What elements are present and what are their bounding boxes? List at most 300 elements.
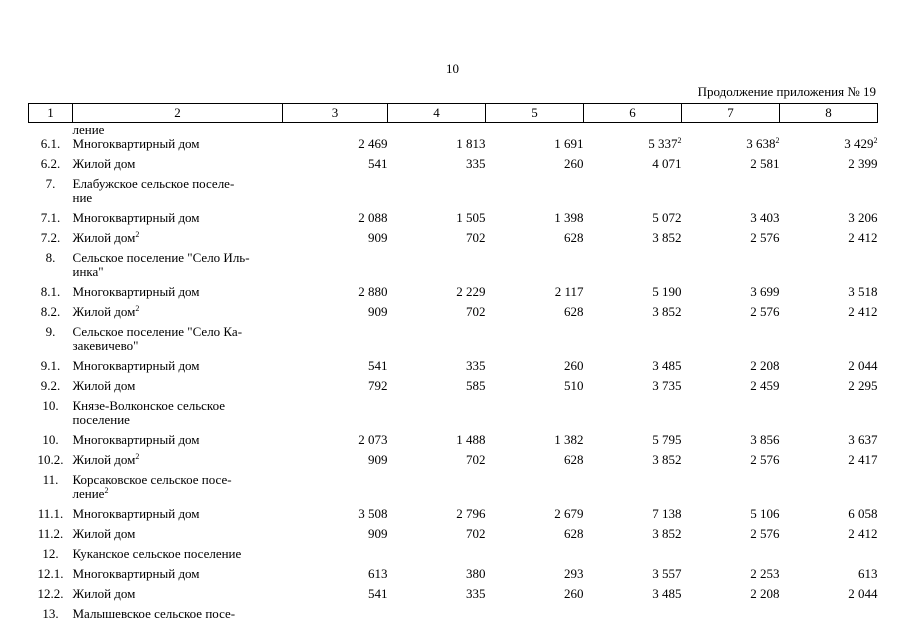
value-cell-col3 <box>283 157 388 177</box>
value-cell-col7 <box>682 157 780 177</box>
row-name-text: Многоквартирный дом <box>72 210 200 225</box>
value-cell-col5 <box>486 379 584 399</box>
value-text: 2 229 <box>456 284 486 299</box>
value-text: 3 735 <box>652 378 682 393</box>
value-cell-col7 <box>682 567 780 587</box>
value-cell-col8 <box>780 527 878 547</box>
value-cell-col6 <box>584 399 682 433</box>
value-cell-col4 <box>388 231 486 251</box>
settlement-row <box>29 473 878 507</box>
value-text: 3 518 <box>848 284 878 299</box>
value-cell-col6 <box>584 547 682 567</box>
value-text: 3 206 <box>848 210 878 225</box>
value-text: 628 <box>564 526 584 541</box>
row-name <box>73 527 283 547</box>
value-text: 1 488 <box>456 432 486 447</box>
value-text: 1 382 <box>554 432 584 447</box>
value-cell-col8 <box>780 211 878 231</box>
row-name <box>73 137 283 157</box>
value-cell-col8 <box>780 399 878 433</box>
value-cell-col4 <box>388 527 486 547</box>
value-cell-col4 <box>388 567 486 587</box>
value-text: 585 <box>466 378 486 393</box>
value-cell-col6 <box>584 359 682 379</box>
row-name-text: Многоквартирный дом <box>72 136 200 151</box>
value-text: 3 557 <box>652 566 682 581</box>
value-cell-col7 <box>682 359 780 379</box>
value-cell-col7 <box>682 305 780 325</box>
value-cell-col7 <box>682 123 780 138</box>
value-cell-col6 <box>584 607 682 627</box>
row-number: 10. <box>42 432 59 447</box>
table-row <box>29 359 878 379</box>
value-text: 628 <box>564 230 584 245</box>
column-header: 4 <box>388 104 486 123</box>
value-cell-col6 <box>584 177 682 211</box>
value-cell-col3 <box>283 211 388 231</box>
value-cell-col8 <box>780 123 878 138</box>
value-text: 335 <box>466 358 486 373</box>
value-cell-col7 <box>682 379 780 399</box>
value-text: 5 190 <box>652 284 682 299</box>
column-number-header <box>29 104 878 123</box>
value-cell-col3 <box>283 285 388 305</box>
value-cell-col3 <box>283 433 388 453</box>
value-cell-col4 <box>388 251 486 285</box>
value-text: 1 505 <box>456 210 486 225</box>
value-cell-col3 <box>283 123 388 138</box>
value-text: 5 795 <box>652 432 682 447</box>
table-row <box>29 607 878 627</box>
row-number: 9.1. <box>40 358 61 373</box>
row-name-text: Жилой дом <box>72 452 136 467</box>
value-cell-col6 <box>584 157 682 177</box>
value-text: 3 429 <box>844 136 874 151</box>
value-cell-col3 <box>283 231 388 251</box>
value-cell-col6 <box>584 379 682 399</box>
value-cell-col3 <box>283 137 388 157</box>
row-name-text: Жилой дом <box>72 378 136 393</box>
value-text: 541 <box>368 156 388 171</box>
table-row <box>29 231 878 251</box>
page-number: 10 <box>446 61 459 76</box>
row-name <box>73 305 283 325</box>
value-cell-col8 <box>780 567 878 587</box>
row-number: 8. <box>45 250 56 265</box>
value-cell-col8 <box>780 285 878 305</box>
table-row <box>29 527 878 547</box>
value-cell-col5 <box>486 137 584 157</box>
value-text: 3 508 <box>358 506 388 521</box>
value-text: 3 403 <box>750 210 780 225</box>
row-number: 12.2. <box>37 586 64 601</box>
value-text: 7 138 <box>652 506 682 521</box>
table-row <box>29 567 878 587</box>
value-text: 260 <box>564 586 584 601</box>
value-text: 702 <box>466 526 486 541</box>
value-text: 510 <box>564 378 584 393</box>
value-text: 1 398 <box>554 210 584 225</box>
value-cell-col7 <box>682 251 780 285</box>
value-cell-col3 <box>283 177 388 211</box>
value-text: 2 679 <box>554 506 584 521</box>
row-name <box>73 325 283 359</box>
value-cell-col4 <box>388 137 486 157</box>
value-text: 3 852 <box>652 526 682 541</box>
table-row <box>29 123 878 138</box>
footnote-mark: 2 <box>677 136 682 145</box>
row-name <box>73 379 283 399</box>
value-text: 293 <box>564 566 584 581</box>
row-number: 10. <box>42 398 59 413</box>
value-cell-col6 <box>584 507 682 527</box>
value-text: 702 <box>466 452 486 467</box>
value-cell-col8 <box>780 507 878 527</box>
value-cell-col5 <box>486 453 584 473</box>
value-cell-col4 <box>388 399 486 433</box>
value-cell-col4 <box>388 607 486 627</box>
value-cell-col4 <box>388 379 486 399</box>
row-name-text: Многоквартирный дом <box>72 284 200 299</box>
row-name <box>73 231 283 251</box>
value-cell-col5 <box>486 473 584 507</box>
value-cell-col3 <box>283 379 388 399</box>
row-number: 12. <box>42 546 59 561</box>
settlement-row <box>29 399 878 433</box>
row-number: 7.2. <box>40 230 61 245</box>
value-text: 2 880 <box>358 284 388 299</box>
row-name <box>73 453 283 473</box>
row-number <box>29 123 73 138</box>
row-number: 9. <box>45 324 56 339</box>
value-cell-col7 <box>682 211 780 231</box>
row-number: 9.2. <box>40 378 61 393</box>
row-name <box>73 285 283 305</box>
value-text: 6 058 <box>848 506 878 521</box>
value-text: 909 <box>368 304 388 319</box>
value-cell-col8 <box>780 607 878 627</box>
value-cell-col7 <box>682 433 780 453</box>
value-cell-col8 <box>780 137 878 157</box>
value-cell-col5 <box>486 305 584 325</box>
value-text: 628 <box>564 304 584 319</box>
column-header: 6 <box>584 104 682 123</box>
value-cell-col7 <box>682 507 780 527</box>
value-cell-col5 <box>486 285 584 305</box>
value-cell-col3 <box>283 305 388 325</box>
value-text: 2 295 <box>848 378 878 393</box>
value-text: 3 852 <box>652 304 682 319</box>
value-cell-col6 <box>584 587 682 607</box>
row-name <box>73 123 283 138</box>
row-name <box>73 547 283 567</box>
row-number: 8.2. <box>40 304 61 319</box>
value-text: 702 <box>466 304 486 319</box>
row-name <box>73 473 283 507</box>
value-text: 2 576 <box>750 526 780 541</box>
value-cell-col7 <box>682 587 780 607</box>
settlement-row <box>29 177 878 211</box>
value-cell-col3 <box>283 507 388 527</box>
value-cell-col8 <box>780 157 878 177</box>
table-row <box>29 285 878 305</box>
value-cell-col3 <box>283 567 388 587</box>
row-number: 8.1. <box>40 284 61 299</box>
settlement-row <box>29 251 878 285</box>
footnote-mark: 2 <box>873 136 878 145</box>
table-row <box>29 137 878 157</box>
value-cell-col7 <box>682 473 780 507</box>
value-text: 909 <box>368 452 388 467</box>
value-text: 2 399 <box>848 156 878 171</box>
value-cell-col8 <box>780 473 878 507</box>
row-name <box>73 433 283 453</box>
value-cell-col4 <box>388 359 486 379</box>
row-name <box>73 567 283 587</box>
value-cell-col6 <box>584 123 682 138</box>
row-name-text: Корсаковское сельское посе- ление <box>72 472 232 501</box>
row-name <box>73 177 283 211</box>
value-cell-col3 <box>283 325 388 359</box>
row-number: 11.2. <box>37 526 64 541</box>
value-cell-col8 <box>780 379 878 399</box>
value-cell-col7 <box>682 231 780 251</box>
value-cell-col5 <box>486 123 584 138</box>
value-text: 5 072 <box>652 210 682 225</box>
value-cell-col8 <box>780 433 878 453</box>
value-cell-col7 <box>682 527 780 547</box>
row-name-text: ление <box>72 122 105 137</box>
value-cell-col4 <box>388 123 486 138</box>
column-header: 7 <box>682 104 780 123</box>
value-cell-col8 <box>780 177 878 211</box>
value-text: 2 044 <box>848 586 878 601</box>
value-cell-col4 <box>388 305 486 325</box>
value-cell-col7 <box>682 177 780 211</box>
value-text: 2 073 <box>358 432 388 447</box>
value-text: 2 117 <box>554 284 584 299</box>
row-name-text: Многоквартирный дом <box>72 506 200 521</box>
row-name <box>73 211 283 231</box>
row-number: 13. <box>42 606 59 621</box>
value-cell-col3 <box>283 359 388 379</box>
value-text: 260 <box>564 156 584 171</box>
value-cell-col5 <box>486 433 584 453</box>
value-cell-col7 <box>682 547 780 567</box>
table-row <box>29 587 878 607</box>
value-cell-col5 <box>486 325 584 359</box>
row-name-text: Сельское поселение "Село Иль- инка" <box>72 250 250 279</box>
value-text: 380 <box>466 566 486 581</box>
row-name <box>73 587 283 607</box>
row-number: 11. <box>42 472 59 487</box>
value-cell-col6 <box>584 231 682 251</box>
value-cell-col5 <box>486 157 584 177</box>
table-body <box>29 123 878 628</box>
table-row <box>29 211 878 231</box>
value-cell-col6 <box>584 433 682 453</box>
value-cell-col8 <box>780 547 878 567</box>
table-row <box>29 305 878 325</box>
value-text: 4 071 <box>652 156 682 171</box>
value-cell-col4 <box>388 433 486 453</box>
value-text: 541 <box>368 586 388 601</box>
value-cell-col3 <box>283 607 388 627</box>
footnote-mark: 2 <box>104 486 109 495</box>
footnote-mark: 2 <box>135 230 140 239</box>
value-text: 702 <box>466 230 486 245</box>
row-number: 10.2. <box>37 452 64 467</box>
value-cell-col6 <box>584 453 682 473</box>
value-cell-col7 <box>682 453 780 473</box>
value-cell-col6 <box>584 285 682 305</box>
value-text: 2 576 <box>750 230 780 245</box>
row-number: 11.1. <box>37 506 64 521</box>
value-cell-col3 <box>283 547 388 567</box>
value-text: 2 412 <box>848 230 878 245</box>
value-text: 3 852 <box>652 452 682 467</box>
value-cell-col3 <box>283 453 388 473</box>
footnote-mark: 2 <box>135 304 140 313</box>
row-number: 7.1. <box>40 210 61 225</box>
value-cell-col8 <box>780 251 878 285</box>
row-name-text: Жилой дом <box>72 526 136 541</box>
table-row <box>29 157 878 177</box>
value-text: 2 412 <box>848 526 878 541</box>
row-name <box>73 157 283 177</box>
value-cell-col6 <box>584 527 682 547</box>
value-text: 335 <box>466 586 486 601</box>
value-cell-col8 <box>780 231 878 251</box>
value-text: 2 044 <box>848 358 878 373</box>
value-text: 2 581 <box>750 156 780 171</box>
value-text: 2 417 <box>848 452 878 467</box>
column-header: 3 <box>283 104 388 123</box>
value-cell-col8 <box>780 325 878 359</box>
value-cell-col6 <box>584 251 682 285</box>
value-text: 3 699 <box>750 284 780 299</box>
value-text: 1 813 <box>456 136 486 151</box>
row-name <box>73 399 283 433</box>
value-cell-col6 <box>584 567 682 587</box>
table-row <box>29 379 878 399</box>
value-text: 3 485 <box>652 586 682 601</box>
value-text: 3 637 <box>848 432 878 447</box>
footnote-mark: 2 <box>135 452 140 461</box>
value-cell-col8 <box>780 359 878 379</box>
value-cell-col5 <box>486 399 584 433</box>
row-name-text: Князе-Волконское сельское поселение <box>72 398 226 427</box>
row-name-text: Куканское сельское поселение <box>72 546 242 561</box>
continuation-caption: Продолжение приложения № 19 <box>697 84 876 99</box>
row-name-text: Жилой дом <box>72 586 136 601</box>
value-cell-col3 <box>283 399 388 433</box>
value-cell-col4 <box>388 211 486 231</box>
value-cell-col6 <box>584 305 682 325</box>
table-row <box>29 507 878 527</box>
column-header: 5 <box>486 104 584 123</box>
value-text: 2 796 <box>456 506 486 521</box>
table-row <box>29 547 878 567</box>
value-text: 335 <box>466 156 486 171</box>
value-cell-col7 <box>682 285 780 305</box>
value-cell-col8 <box>780 587 878 607</box>
value-text: 3 852 <box>652 230 682 245</box>
row-name <box>73 607 283 627</box>
value-cell-col3 <box>283 251 388 285</box>
column-header: 8 <box>780 104 878 123</box>
value-cell-col5 <box>486 507 584 527</box>
row-name-text: Многоквартирный дом <box>72 358 200 373</box>
value-cell-col3 <box>283 527 388 547</box>
value-cell-col4 <box>388 453 486 473</box>
value-cell-col4 <box>388 177 486 211</box>
value-cell-col7 <box>682 325 780 359</box>
value-cell-col5 <box>486 527 584 547</box>
column-header: 2 <box>73 104 283 123</box>
value-cell-col5 <box>486 359 584 379</box>
value-text: 2 576 <box>750 452 780 467</box>
value-text: 541 <box>368 358 388 373</box>
value-text: 2 469 <box>358 136 388 151</box>
value-text: 2 253 <box>750 566 780 581</box>
tariff-table <box>28 103 878 627</box>
value-text: 2 576 <box>750 304 780 319</box>
value-text: 613 <box>368 566 388 581</box>
value-text: 5 337 <box>648 136 678 151</box>
value-cell-col3 <box>283 587 388 607</box>
value-text: 3 638 <box>746 136 776 151</box>
row-name <box>73 507 283 527</box>
row-name <box>73 359 283 379</box>
value-cell-col5 <box>486 231 584 251</box>
row-number: 6.2. <box>40 156 61 171</box>
value-cell-col4 <box>388 547 486 567</box>
row-name-text: Жилой дом <box>72 156 136 171</box>
value-cell-col5 <box>486 177 584 211</box>
value-text: 2 459 <box>750 378 780 393</box>
value-cell-col6 <box>584 211 682 231</box>
value-cell-col5 <box>486 211 584 231</box>
footnote-mark: 2 <box>775 136 780 145</box>
value-text: 909 <box>368 526 388 541</box>
value-text: 2 088 <box>358 210 388 225</box>
value-cell-col4 <box>388 325 486 359</box>
row-number: 6.1. <box>40 136 61 151</box>
value-text: 3 856 <box>750 432 780 447</box>
value-text: 628 <box>564 452 584 467</box>
table-row <box>29 453 878 473</box>
value-cell-col7 <box>682 607 780 627</box>
settlement-row <box>29 325 878 359</box>
table-row <box>29 433 878 453</box>
row-name-text: Сельское поселение "Село Ка- закевичево" <box>72 324 243 353</box>
value-text: 792 <box>368 378 388 393</box>
value-cell-col6 <box>584 325 682 359</box>
row-name-text: Жилой дом <box>72 304 136 319</box>
column-header: 1 <box>29 104 73 123</box>
value-cell-col4 <box>388 587 486 607</box>
value-text: 3 485 <box>652 358 682 373</box>
value-cell-col4 <box>388 157 486 177</box>
row-name <box>73 251 283 285</box>
value-text: 613 <box>858 566 878 581</box>
value-text: 5 106 <box>750 506 780 521</box>
row-name-text: Малышевское сельское посе- <box>72 606 236 621</box>
value-text: 909 <box>368 230 388 245</box>
value-cell-col6 <box>584 137 682 157</box>
row-name-text: Многоквартирный дом <box>72 566 200 581</box>
